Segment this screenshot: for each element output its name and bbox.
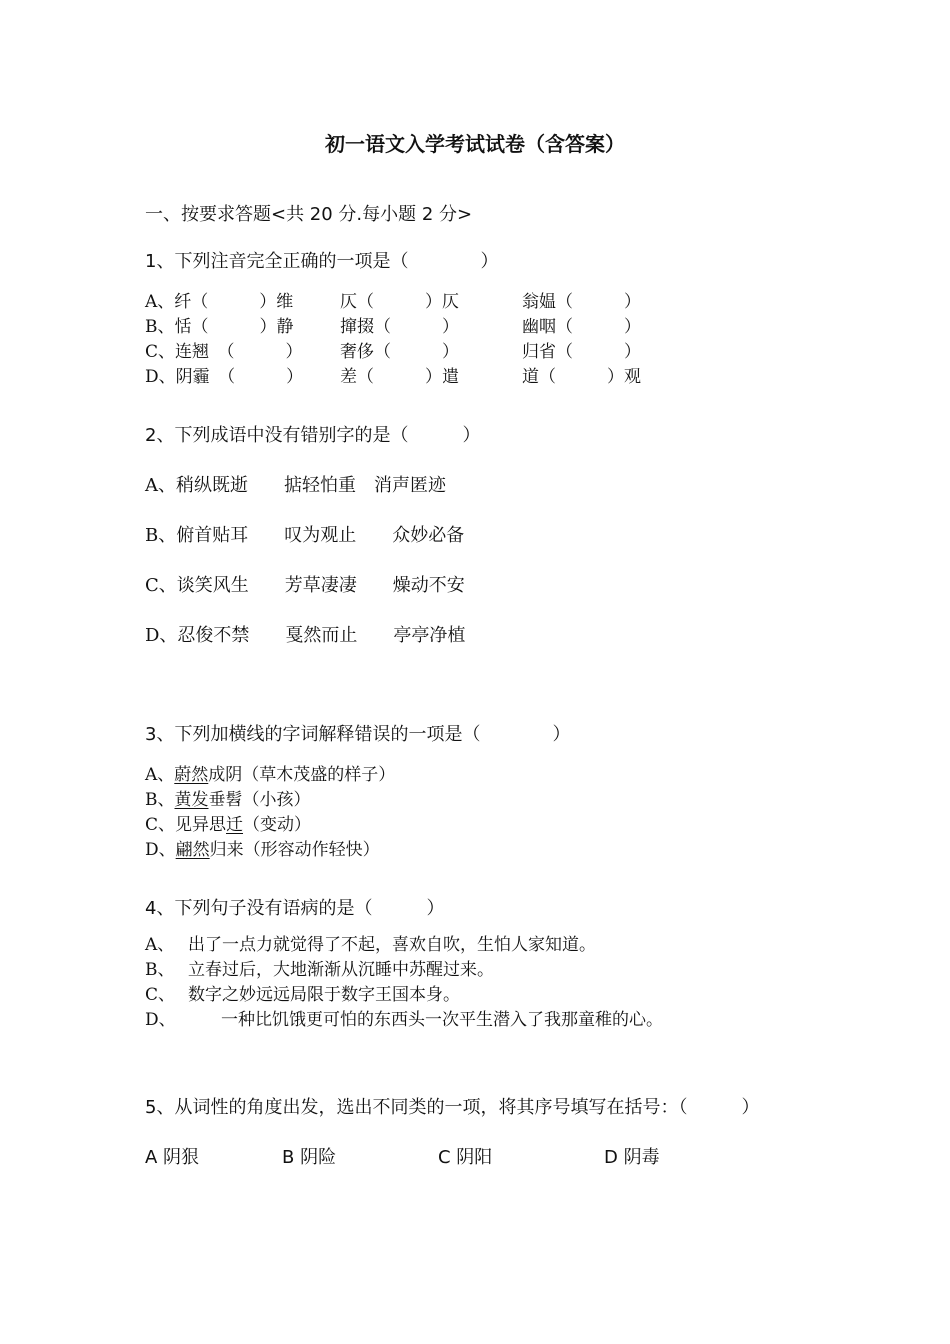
question-5-stem: 5、从词性的角度出发，选出不同类的一项，将其序号填写在括号：（ ）: [145, 1097, 760, 1118]
q5-option-b: B 阴险: [282, 1147, 337, 1168]
option-text: （变动）: [243, 815, 312, 835]
page-title: 初一语文入学考试试卷（含答案）: [325, 132, 625, 156]
q3-option-c: [145, 813, 311, 837]
q1-option-d-left: D、阴霾 （ ）: [145, 367, 304, 387]
q1-option-d-right: 道（ ）观: [522, 367, 641, 387]
question-4-stem: 4、下列句子没有语病的是（ ）: [145, 898, 445, 919]
q1-option-a-right: 翁媪（ ）: [522, 292, 641, 312]
q2-option-c: C、谈笑风生 芳草凄凄 燥动不安: [145, 575, 465, 596]
option-label: A、: [145, 765, 175, 785]
question-1-stem: 1、下列注音完全正确的一项是（ ）: [145, 251, 499, 272]
option-label: B、: [145, 790, 175, 810]
q1-option-d-mid: 差（ ）遣: [340, 367, 459, 387]
underlined-term: 蔚然: [174, 765, 209, 785]
q2-option-a: A、稍纵既逝 掂轻怕重 消声匿迹: [145, 475, 446, 496]
option-text: 成阴（草木茂盛的样子）: [208, 765, 396, 785]
q4-option-d-text: 一种比饥饿更可怕的东西头一次平生潜入了我那童稚的心。: [221, 1010, 663, 1030]
q1-option-b-left: B、恬（ ）静: [145, 317, 294, 337]
q5-option-c: C 阴阳: [438, 1147, 493, 1168]
option-label: C、见异思: [145, 815, 227, 835]
option-text: 归来（形容动作轻快）: [209, 840, 380, 860]
q1-option-b-mid: 撺掇（ ）: [340, 317, 459, 337]
question-3-stem: 3、下列加横线的字词解释错误的一项是（ ）: [145, 724, 571, 745]
section-heading: 一、按要求答题<共 20 分.每小题 2 分>: [145, 204, 473, 225]
q4-option-d-label: D、: [145, 1010, 176, 1030]
q4-option-a-label: A、: [145, 935, 175, 955]
question-2-stem: 2、下列成语中没有错别字的是（ ）: [145, 425, 481, 446]
q2-option-d: D、忍俊不禁 戛然而止 亭亭净植: [145, 625, 466, 646]
q2-option-b: B、俯首贴耳 叹为观止 众妙必备: [145, 525, 465, 546]
q5-option-a: A 阴狠: [145, 1147, 200, 1168]
q1-option-c-left: C、连翘 （ ）: [145, 342, 303, 362]
q1-option-a-mid: 仄（ ）仄: [340, 292, 459, 312]
q1-option-b-right: 幽咽（ ）: [522, 317, 641, 337]
q4-option-c-text: 数字之妙远远局限于数字王国本身。: [188, 985, 460, 1005]
q1-option-c-right: 归省（ ）: [522, 342, 641, 362]
underlined-term: 黄发: [174, 790, 209, 810]
q4-option-a-text: 出了一点力就觉得了不起，喜欢自吹，生怕人家知道。: [188, 935, 596, 955]
q4-option-b-label: B、: [145, 960, 175, 980]
q4-option-b-text: 立春过后，大地渐渐从沉睡中苏醒过来。: [188, 960, 494, 980]
option-text: 垂髫（小孩）: [208, 790, 311, 810]
underlined-term: 翩然: [175, 840, 210, 860]
q1-option-a-left: A、纤（ ）维: [145, 292, 294, 312]
q3-option-b: [145, 788, 311, 812]
q5-option-d: D 阴毒: [604, 1147, 660, 1168]
q4-option-c-label: C、: [145, 985, 176, 1005]
q3-option-d: [145, 838, 380, 862]
underlined-term: 迁: [226, 815, 244, 835]
q1-option-c-mid: 奢侈（ ）: [340, 342, 459, 362]
q3-option-a: [145, 763, 395, 787]
option-label: D、: [145, 840, 176, 860]
